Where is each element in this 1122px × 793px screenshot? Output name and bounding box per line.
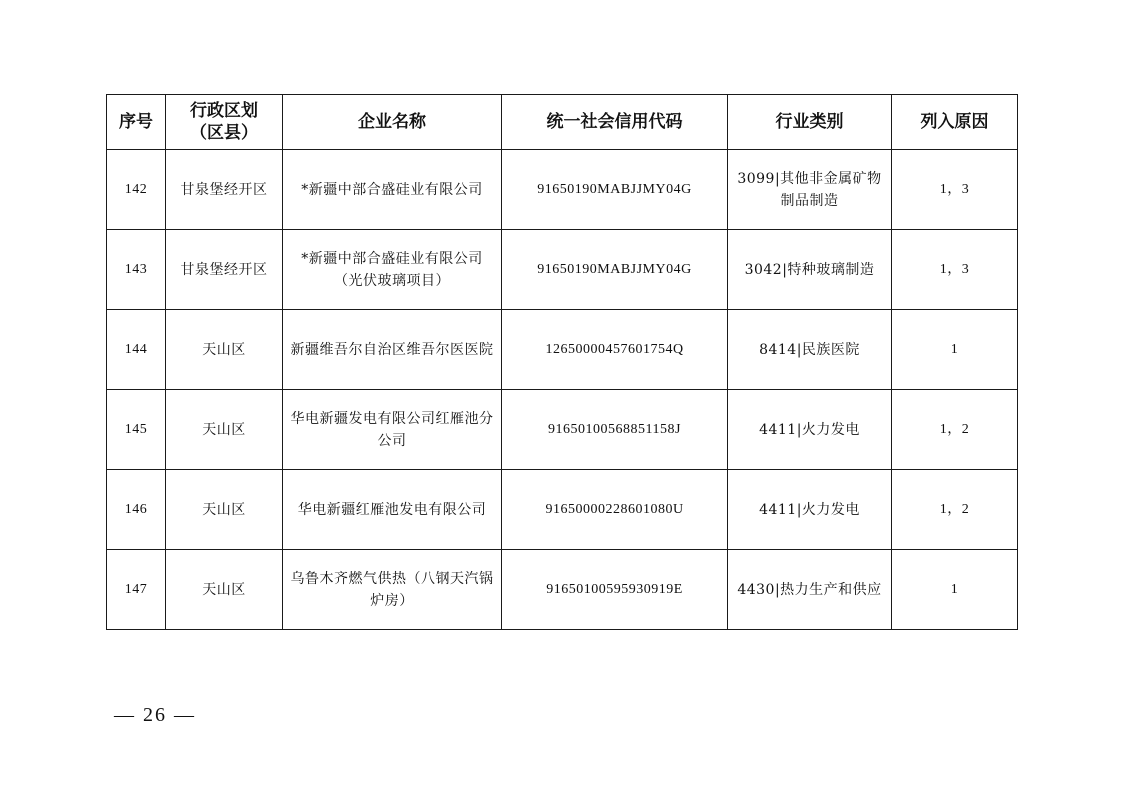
cell-region: 天山区: [166, 310, 283, 390]
header-seq: 序号: [107, 95, 166, 150]
cell-seq: 143: [107, 230, 166, 310]
cell-reason: 1，3: [892, 230, 1018, 310]
table-row: [107, 550, 1018, 630]
header-region-line1: 行政区划: [190, 101, 258, 121]
cell-industry: 3042|特种玻璃制造: [728, 230, 892, 310]
cell-company: *新疆中部合盛硅业有限公司: [283, 150, 502, 230]
cell-region: 天山区: [166, 550, 283, 630]
header-reason: 列入原因: [892, 95, 1018, 150]
cell-seq: 147: [107, 550, 166, 630]
cell-company: 华电新疆红雁池发电有限公司: [283, 470, 502, 550]
cell-seq: 145: [107, 390, 166, 470]
cell-seq: 144: [107, 310, 166, 390]
header-region-line2: （区县）: [190, 123, 258, 143]
cell-region: 天山区: [166, 390, 283, 470]
table-row: [107, 150, 1018, 230]
cell-credit-code: 91650100595930919E: [502, 550, 728, 630]
cell-industry: 3099|其他非金属矿物制品制造: [728, 150, 892, 230]
cell-region: 甘泉堡经开区: [166, 150, 283, 230]
header-region: [166, 95, 283, 150]
header-industry: 行业类别: [728, 95, 892, 150]
cell-region: 甘泉堡经开区: [166, 230, 283, 310]
cell-reason: 1，2: [892, 470, 1018, 550]
page-number: — 26 —: [114, 704, 196, 726]
table-row: [107, 390, 1018, 470]
enterprise-table: [106, 94, 1018, 630]
cell-credit-code: 91650190MABJJMY04G: [502, 230, 728, 310]
cell-industry: 4411|火力发电: [728, 390, 892, 470]
cell-reason: 1，3: [892, 150, 1018, 230]
table-header-row: [107, 95, 1018, 150]
cell-credit-code: 91650190MABJJMY04G: [502, 150, 728, 230]
header-credit-code: 统一社会信用代码: [502, 95, 728, 150]
cell-reason: 1: [892, 310, 1018, 390]
cell-seq: 146: [107, 470, 166, 550]
cell-reason: 1，2: [892, 390, 1018, 470]
cell-seq: 142: [107, 150, 166, 230]
cell-company: 华电新疆发电有限公司红雁池分公司: [283, 390, 502, 470]
cell-region: 天山区: [166, 470, 283, 550]
cell-credit-code: 91650100568851158J: [502, 390, 728, 470]
table-row: [107, 310, 1018, 390]
cell-reason: 1: [892, 550, 1018, 630]
header-company: 企业名称: [283, 95, 502, 150]
cell-company: *新疆中部合盛硅业有限公司（光伏玻璃项目）: [283, 230, 502, 310]
cell-industry: 4430|热力生产和供应: [728, 550, 892, 630]
cell-industry: 4411|火力发电: [728, 470, 892, 550]
cell-credit-code: 12650000457601754Q: [502, 310, 728, 390]
table-row: [107, 230, 1018, 310]
table-row: [107, 470, 1018, 550]
cell-company: 新疆维吾尔自治区维吾尔医医院: [283, 310, 502, 390]
cell-industry: 8414|民族医院: [728, 310, 892, 390]
cell-credit-code: 91650000228601080U: [502, 470, 728, 550]
cell-company: 乌鲁木齐燃气供热（八钢天汽锅炉房）: [283, 550, 502, 630]
